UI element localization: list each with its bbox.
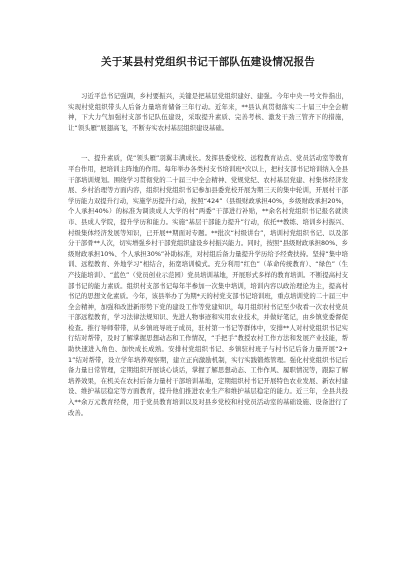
- intro-paragraph: 习近平总书记强调，乡村要振兴，关键是把基层党组织建好、建强。今年中央一号文件指出，实现村党组织带头人后备力量培育储备三年行动。近年来，**县认真贯彻落实二十届三中全会精神，下大力气加强村支部书记队伍建设，采取提升素质、完善考核、激发干劲三管齐下的措施，让“领头雁”展翅高飞，不断夯实农村基层组织建设基础。: [68, 92, 348, 132]
- paragraph-gap: [68, 133, 348, 153]
- section-one-paragraph: 一、提升素质，促“领头雁”羽翼丰满成长。发挥县委党校、远程教育站点、党员活动室等教育平台作用，把培训主阵地的作用。每年举办各类村支书培训班*次以上，把村支部书记培训纳入全县干部培训规划。围绕学习贯彻党的二十届三中全会精神、党规党纪、农村基层党建、村集体经济发展、乡村治理等方面内容，组织村党组织书记参加县委党校开展为期三天的集中轮训，开展村干部学历能力双提升行动，实施学历提升行动，按照“424”（县级财政承担40%，乡级财政承担20%，个人承担40%）的标准为调读成人大学的村“两委”干部进行补贴，**余名村党组织书记报名就读市、县成人学院，提升学历和能力。实施“基层干部能力提升”行动，依托**教练、培训乡村振兴、村级集体经济发展等知识，已开展**期面对专题。**批次“村级讲台”，培训村党组织书记、以及部分干部骨**人次，切实增强乡村干部党组织建设乡村振兴能力。同时，按照“县级财政承担80%、乡级财政承担10%、个人承担30%”补助标准，对村组后备力量提升学历给予经费扶持。坚持“集中培训、远程教育、外地学习”相结合，拓宽培训模式。充分利用“红色”（革命传统教育）、“绿色”（生产技能培训）、“蓝色”（党员创业示范园）党员培训基地，开展形式多样的教育培训。不断提高村支部书记的能力素质。组织村支部书记每年半参加一次集中培训，培训内容以政治理论为主，提高村书记的思想文化素质。今年，该县举办了为期*天的村党支部书记培训班，重点培训党的二十届三中全会精神，加强和改进新形势下党的建设工作等党建知识，每月组织村书记至少收看一次农村党员干部远程教育，学习法律法规知识、先进人物事迹和实用农业技术，并做好笔记，由乡镇党委督促检查。推行导师带带，从乡镇班导班子成员，驻村第一书记等群体中，安排**人对村党组织书记实行结对帮带，及时了解掌握思想动态和工作情况，“手把手”教授农村工作方法和发展产业技能，帮助快速进入角色、加快成长成熟。安排村党组织书记、乡镇驻村班子与村书记后备力量开展“2+1”结对帮带，设立学年培养观察期，建立正向激励机制，实行实践锻炼管理。强化村党组织书记后备力量日常管理，定期组织开展谈心谈话，掌握了解思想动态、工作作风、履职情况等，跟踪了解培养效果，在机关在农村后备力量村干部培训基地，定期组织村书记开展特色农业发展、新农村建设、维护基层稳定等方面教育，提升他们推进农业生产和维护基层稳定的能力。近三年，全县共投入**余万元教育经费，用于党员教育培训以及对县乡党校和村党员活动室的基础设施、设备进行了改善。: [68, 154, 348, 417]
- document-title: 关于某县村党组织书记干部队伍建设情况报告: [101, 56, 315, 68]
